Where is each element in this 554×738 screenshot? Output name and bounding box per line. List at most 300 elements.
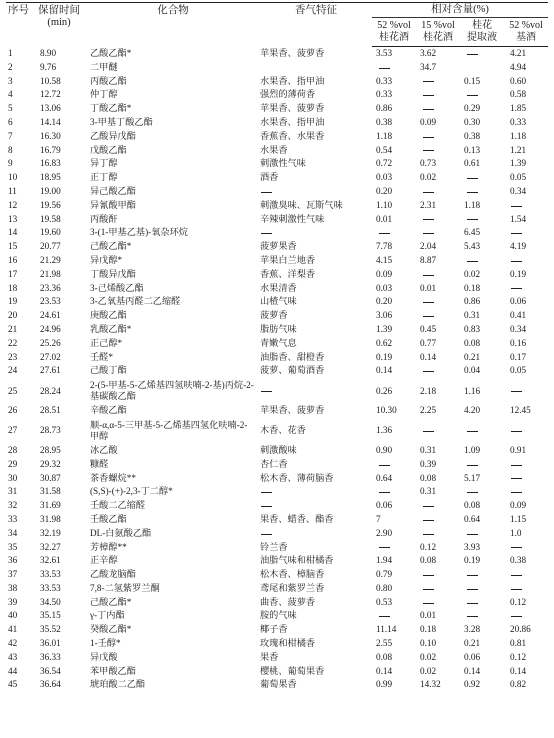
dash-mark (379, 465, 390, 466)
dash-mark (511, 547, 522, 548)
cell-retention-time: 16.83 (40, 158, 61, 169)
cell-value (416, 268, 460, 282)
cell-retention-time: 34.50 (40, 596, 61, 607)
cell-no: 34 (8, 527, 18, 538)
cell-value: 0.62 (376, 337, 393, 348)
cell-compound: 癸酸乙酯* (90, 624, 132, 635)
cell-no: 44 (8, 665, 18, 676)
cell-no: 39 (8, 596, 18, 607)
cell-value: 1.18 (510, 130, 527, 141)
cell-retention-time: 12.72 (40, 89, 61, 100)
cell-value: 0.14 (464, 665, 481, 676)
cell-value (416, 527, 460, 541)
cell-value: 0.05 (510, 365, 527, 376)
cell-compound: 异戊醇* (90, 254, 123, 265)
dash-mark (511, 261, 522, 262)
table-row (6, 458, 548, 472)
cell-value: 0.90 (376, 444, 393, 455)
cell-value (504, 568, 548, 582)
table-row (6, 199, 548, 213)
cell-value: 1.39 (510, 158, 527, 169)
cell-value (416, 582, 460, 596)
table-row (6, 102, 548, 116)
cell-no: 12 (8, 199, 18, 210)
cell-value: 4.94 (510, 61, 527, 72)
cell-value (416, 418, 460, 444)
cell-value: 1.94 (376, 555, 393, 566)
dash-mark (423, 520, 434, 521)
table-row (6, 75, 548, 89)
cell-value (504, 541, 548, 555)
cell-value: 0.19 (464, 555, 481, 566)
cell-value: 0.18 (420, 624, 437, 635)
cell-no: 10 (8, 172, 18, 183)
cell-value: 0.21 (464, 351, 481, 362)
dash-mark (423, 150, 434, 151)
cell-retention-time: 28.73 (40, 425, 61, 436)
cell-no: 36 (8, 555, 18, 566)
cell-value: 11.14 (376, 624, 397, 635)
cell-value: 5.17 (464, 472, 481, 483)
cell-no: 6 (8, 116, 13, 127)
cell-value: 0.79 (376, 569, 393, 580)
dash-mark (423, 219, 434, 220)
cell-no: 23 (8, 351, 18, 362)
cell-value (416, 75, 460, 89)
cell-value: 0.54 (376, 144, 393, 155)
dash-mark (261, 506, 272, 507)
cell-value: 0.64 (464, 513, 481, 524)
table-row (6, 472, 548, 486)
cell-compound: 1-壬醇* (90, 638, 121, 649)
table-row (6, 554, 548, 568)
table-row (6, 485, 548, 499)
cell-retention-time: 23.53 (40, 296, 61, 307)
cell-aroma: 水果香、指甲油 (260, 75, 325, 86)
cell-compound: 二甲醚 (90, 61, 118, 72)
table-row (6, 651, 548, 665)
dash-mark (467, 261, 478, 262)
cell-compound: 顺-α,α-5-三甲基-5-乙烯基四氢化呋喃-2-甲醇 (90, 419, 248, 441)
cell-value: 0.38 (376, 116, 393, 127)
dash-mark (467, 95, 478, 96)
cell-aroma: 脂肪气味 (260, 323, 297, 334)
dash-mark (423, 233, 434, 234)
cell-compound: 庚酸乙酯 (90, 310, 127, 321)
dash-mark (467, 534, 478, 535)
cell-value: 3.28 (464, 624, 481, 635)
cell-value: 1.18 (376, 130, 393, 141)
cell-aroma (256, 226, 372, 240)
cell-aroma: 油脂气味和柑橘香 (260, 555, 334, 566)
cell-value: 0.14 (376, 665, 393, 676)
cell-aroma: 苹果香、菠萝香 (260, 103, 325, 114)
cell-value: 0.91 (510, 444, 527, 455)
cell-value (416, 596, 460, 610)
cell-value: 0.14 (510, 665, 527, 676)
compound-table (6, 2, 548, 692)
cell-compound: 正丁醇 (90, 172, 118, 183)
cell-value (460, 213, 504, 227)
dash-mark (423, 534, 434, 535)
cell-value (504, 378, 548, 404)
cell-value: 0.01 (420, 610, 437, 621)
cell-retention-time: 32.19 (40, 527, 61, 538)
cell-value (460, 582, 504, 596)
cell-value (416, 144, 460, 158)
cell-aroma: 樱桃、葡萄果香 (260, 665, 325, 676)
cell-aroma: 刺激酸味 (260, 444, 297, 455)
cell-value: 1.36 (376, 425, 393, 436)
cell-compound: DL-白氨酸乙酯 (90, 527, 152, 538)
cell-value: 0.02 (420, 651, 437, 662)
cell-value (504, 254, 548, 268)
cell-aroma: 山楂气味 (260, 296, 297, 307)
dash-mark (261, 192, 272, 193)
cell-compound: 乙酸龙脑酯 (90, 569, 136, 580)
table-body (6, 47, 548, 693)
cell-value (460, 485, 504, 499)
cell-compound: (S,S)-(+)-2,3-丁二醇* (90, 486, 173, 497)
cell-value (416, 88, 460, 102)
cell-value: 2.31 (420, 199, 437, 210)
cell-value: 0.99 (376, 679, 393, 690)
cell-value: 3.62 (420, 48, 437, 58)
cell-retention-time: 13.06 (40, 103, 61, 114)
cell-value: 0.34 (510, 323, 527, 334)
cell-value: 0.06 (510, 296, 527, 307)
cell-value: 0.38 (464, 130, 481, 141)
cell-value: 1.15 (510, 513, 527, 524)
cell-value (460, 47, 504, 61)
cell-retention-time: 31.69 (40, 500, 61, 511)
cell-value: 4.21 (510, 48, 527, 58)
cell-value (504, 485, 548, 499)
cell-aroma: 松木香、薄荷脑香 (260, 472, 334, 483)
table-row (6, 378, 548, 404)
cell-aroma: 曲香、菠萝香 (260, 596, 316, 607)
dash-mark (467, 603, 478, 604)
cell-value (372, 458, 416, 472)
dash-mark (261, 492, 272, 493)
cell-value: 0.80 (376, 582, 393, 593)
header-col-52-base: 52 %vol 基酒 (504, 18, 548, 47)
cell-value: 0.31 (420, 486, 437, 497)
cell-retention-time: 16.79 (40, 144, 61, 155)
dash-mark (423, 589, 434, 590)
cell-value: 0.08 (464, 337, 481, 348)
dash-mark (261, 233, 272, 234)
cell-compound: 琥珀酸二乙酯 (90, 679, 146, 690)
cell-value: 0.31 (420, 444, 437, 455)
table-row (6, 364, 548, 378)
table-row (6, 678, 548, 692)
table-row (6, 144, 548, 158)
dash-mark (423, 302, 434, 303)
cell-value (416, 295, 460, 309)
cell-value: 0.12 (420, 541, 437, 552)
cell-value: 3.53 (376, 48, 393, 58)
cell-value (416, 364, 460, 378)
cell-value: 0.34 (510, 185, 527, 196)
cell-retention-time: 36.01 (40, 638, 61, 649)
cell-value: 0.12 (510, 651, 527, 662)
table-row (6, 157, 548, 171)
cell-value (416, 309, 460, 323)
cell-retention-time: 21.98 (40, 268, 61, 279)
dash-mark (511, 575, 522, 576)
cell-value: 0.31 (464, 310, 481, 321)
cell-compound: 丁酸乙酯* (90, 103, 132, 114)
header-col-15-osmanthus: 15 %vol 桂花酒 (416, 18, 460, 47)
cell-value: 1.16 (464, 385, 481, 396)
cell-no: 33 (8, 513, 18, 524)
cell-aroma (256, 185, 372, 199)
cell-value: 0.92 (464, 679, 481, 690)
cell-value: 1.0 (510, 527, 522, 538)
cell-value: 0.08 (420, 472, 437, 483)
table-row (6, 637, 548, 651)
cell-value (372, 609, 416, 623)
cell-no: 43 (8, 651, 18, 662)
cell-retention-time: 28.95 (40, 444, 61, 455)
table-row (6, 282, 548, 296)
cell-compound: 正己醇* (90, 337, 123, 348)
cell-compound: 3-(1-甲基乙基)-氧杂环烷 (90, 227, 188, 238)
table-row (6, 582, 548, 596)
cell-aroma: 苹果香、菠萝香 (260, 405, 325, 416)
cell-value: 10.30 (376, 405, 397, 416)
cell-aroma (256, 61, 372, 75)
cell-value (504, 199, 548, 213)
cell-value: 0.18 (464, 282, 481, 293)
cell-value: 0.06 (376, 500, 393, 511)
cell-no: 30 (8, 472, 18, 483)
table-row (6, 61, 548, 75)
dash-mark (467, 616, 478, 617)
cell-value: 0.03 (376, 282, 393, 293)
dash-mark (467, 178, 478, 179)
cell-value: 1.54 (510, 213, 527, 224)
dash-mark (423, 431, 434, 432)
cell-aroma: 油脂香、甜橙香 (260, 351, 325, 362)
cell-value: 12.45 (510, 405, 531, 416)
cell-value: 0.01 (420, 282, 437, 293)
cell-aroma: 水果清香 (260, 282, 297, 293)
cell-aroma (256, 499, 372, 513)
cell-aroma: 苹果白兰地香 (260, 254, 316, 265)
table-row (6, 337, 548, 351)
cell-aroma: 鸢尾和紫罗兰香 (260, 582, 325, 593)
dash-mark (467, 465, 478, 466)
cell-value: 0.26 (376, 385, 393, 396)
cell-aroma: 苹果香、菠萝香 (260, 47, 325, 58)
cell-value (372, 226, 416, 240)
cell-value: 8.87 (420, 254, 437, 265)
cell-value: 4.19 (510, 241, 527, 252)
dash-mark (423, 603, 434, 604)
cell-value: 0.58 (510, 89, 527, 100)
cell-retention-time: 24.96 (40, 323, 61, 334)
cell-compound: 3-甲基丁酸乙酯 (90, 116, 153, 127)
cell-retention-time: 8.90 (40, 47, 57, 58)
table-row (6, 185, 548, 199)
cell-value: 0.14 (420, 351, 437, 362)
cell-no: 9 (8, 158, 13, 169)
cell-compound: 仲丁醇 (90, 89, 118, 100)
cell-retention-time: 19.56 (40, 199, 61, 210)
cell-retention-time: 25.26 (40, 337, 61, 348)
table-row (6, 309, 548, 323)
cell-value: 0.73 (420, 158, 437, 169)
cell-retention-time: 10.58 (40, 75, 61, 86)
table-row (6, 596, 548, 610)
header-aroma: 香气特征 (256, 3, 372, 47)
dash-mark (511, 431, 522, 432)
table-row (6, 88, 548, 102)
cell-no: 4 (8, 89, 13, 100)
cell-no: 13 (8, 213, 18, 224)
cell-aroma: 刺激性气味 (260, 158, 306, 169)
cell-retention-time: 29.32 (40, 458, 61, 469)
cell-no: 5 (8, 103, 13, 114)
cell-no: 26 (8, 405, 18, 416)
dash-mark (261, 534, 272, 535)
cell-no: 25 (8, 385, 18, 396)
cell-value: 3.93 (464, 541, 481, 552)
table-row (6, 665, 548, 679)
dash-mark (423, 81, 434, 82)
cell-value: 0.82 (510, 679, 527, 690)
dash-mark (423, 192, 434, 193)
header-col-52-osmanthus: 52 %vol 桂花酒 (372, 18, 416, 47)
dash-mark (379, 616, 390, 617)
cell-value: 0.14 (376, 365, 393, 376)
dash-mark (261, 391, 272, 392)
table-row (6, 295, 548, 309)
cell-retention-time: 31.58 (40, 486, 61, 497)
dash-mark (423, 316, 434, 317)
cell-compound: 正辛醇 (90, 555, 118, 566)
cell-value: 0.41 (510, 310, 527, 321)
cell-retention-time: 23.36 (40, 282, 61, 293)
cell-compound: γ-丁内酯 (90, 610, 125, 621)
cell-value (416, 213, 460, 227)
cell-value: 0.09 (376, 268, 393, 279)
cell-retention-time: 30.87 (40, 472, 61, 483)
cell-value (416, 185, 460, 199)
cell-value: 0.19 (376, 351, 393, 362)
cell-value (504, 418, 548, 444)
cell-aroma: 酒香 (260, 172, 279, 183)
cell-value: 0.33 (510, 116, 527, 127)
cell-retention-time: 36.54 (40, 665, 61, 676)
cell-compound: 丙酸乙酯 (90, 75, 127, 86)
cell-value: 0.60 (510, 75, 527, 86)
dash-mark (511, 206, 522, 207)
cell-aroma: 香蕉香、水果香 (260, 130, 325, 141)
cell-value: 0.64 (376, 472, 393, 483)
cell-no: 11 (8, 185, 17, 196)
header-relative-content: 相对含量(%) (372, 3, 548, 18)
cell-retention-time: 16.30 (40, 130, 61, 141)
cell-no: 2 (8, 61, 13, 72)
cell-value: 7.78 (376, 241, 393, 252)
cell-compound: 芳樟醇** (90, 541, 127, 552)
cell-value: 0.83 (464, 323, 481, 334)
cell-retention-time: 35.52 (40, 624, 61, 635)
cell-value (372, 541, 416, 555)
cell-no: 37 (8, 569, 18, 580)
cell-aroma: 水果香、指甲油 (260, 116, 325, 127)
cell-retention-time: 19.58 (40, 213, 61, 224)
cell-value: 0.08 (420, 555, 437, 566)
cell-value: 0.05 (510, 172, 527, 183)
cell-no: 42 (8, 638, 18, 649)
cell-value: 0.03 (376, 172, 393, 183)
cell-no: 17 (8, 268, 18, 279)
cell-no: 35 (8, 541, 18, 552)
cell-compound: 糠醛 (90, 458, 109, 469)
table-row (6, 323, 548, 337)
table-row (6, 171, 548, 185)
cell-value (460, 171, 504, 185)
cell-value: 0.16 (510, 337, 527, 348)
cell-value (372, 485, 416, 499)
cell-no: 22 (8, 337, 18, 348)
dash-mark (467, 54, 478, 55)
cell-aroma: 青嫩气息 (260, 337, 297, 348)
cell-aroma: 水果香 (260, 144, 288, 155)
cell-no: 31 (8, 486, 18, 497)
cell-value (416, 568, 460, 582)
cell-value: 0.06 (464, 651, 481, 662)
cell-value: 4.15 (376, 254, 393, 265)
cell-value: 2.04 (420, 241, 437, 252)
cell-retention-time: 9.76 (40, 61, 57, 72)
cell-value: 0.02 (420, 665, 437, 676)
dash-mark (423, 137, 434, 138)
dash-mark (511, 478, 522, 479)
cell-no: 28 (8, 444, 18, 455)
cell-retention-time: 28.51 (40, 405, 61, 416)
cell-value: 0.61 (464, 158, 481, 169)
table-row (6, 404, 548, 418)
cell-compound: 3-己烯酸乙酯 (90, 282, 144, 293)
cell-value: 0.33 (376, 75, 393, 86)
cell-value (416, 499, 460, 513)
cell-compound: 己酸乙酯* (90, 596, 132, 607)
cell-value (504, 472, 548, 486)
cell-value: 2.25 (420, 405, 437, 416)
cell-compound: 异己酸乙酯 (90, 185, 136, 196)
cell-no: 38 (8, 582, 18, 593)
cell-retention-time: 14.14 (40, 116, 61, 127)
cell-retention-time: 33.53 (40, 582, 61, 593)
cell-value: 6.45 (464, 227, 481, 238)
cell-value: 20.86 (510, 624, 531, 635)
cell-value: 0.09 (420, 116, 437, 127)
dash-mark (467, 575, 478, 576)
cell-no: 45 (8, 679, 18, 690)
cell-value (504, 282, 548, 296)
cell-retention-time: 18.95 (40, 172, 61, 183)
cell-value (460, 458, 504, 472)
cell-no: 15 (8, 241, 18, 252)
cell-value: 0.86 (464, 296, 481, 307)
cell-compound: 异氰酸甲酯 (90, 199, 136, 210)
cell-aroma: 菠萝、葡萄酒香 (260, 365, 325, 376)
